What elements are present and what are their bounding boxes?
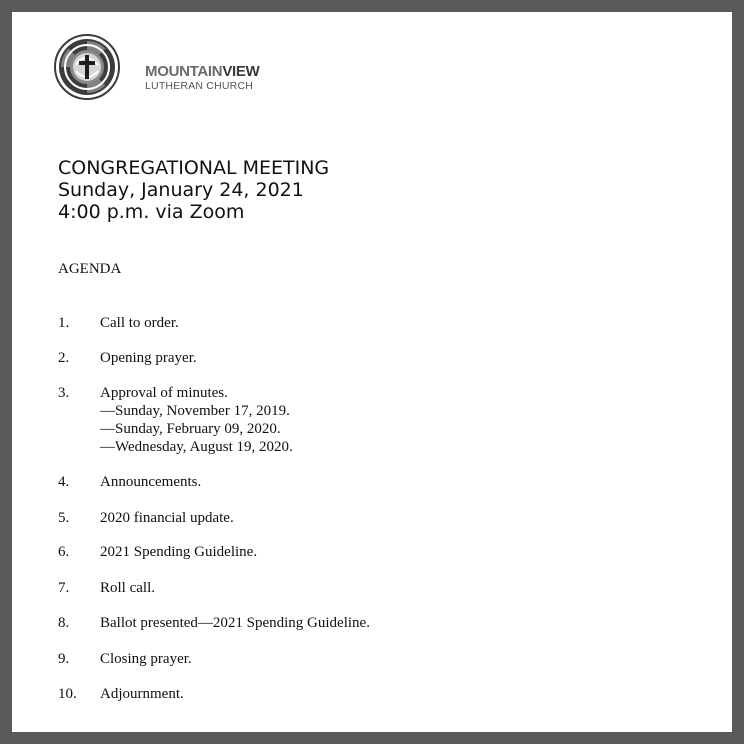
church-name-title — [145, 64, 259, 80]
church-subtitle: LUTHERAN CHURCH — [145, 80, 254, 92]
agenda-item-text: Adjournment. — [100, 686, 184, 702]
agenda-item-number: 9. — [58, 651, 70, 667]
agenda-item-text: 2021 Spending Guideline. — [100, 544, 258, 560]
church-name — [145, 64, 259, 92]
agenda-subitem: —Sunday, February 09, 2020. — [100, 421, 281, 437]
agenda-subitem: —Wednesday, August 19, 2020. — [100, 439, 293, 455]
agenda-item-text: Approval of minutes. — [100, 385, 228, 401]
document-page — [12, 12, 732, 732]
agenda-item-number: 7. — [58, 580, 70, 596]
agenda-item-number: 10. — [58, 686, 77, 702]
meeting-date: Sunday, January 24, 2021 — [58, 179, 304, 201]
agenda-item-text: Opening prayer. — [100, 350, 197, 366]
agenda-item-number: 5. — [58, 510, 70, 526]
agenda-subitem: —Sunday, November 17, 2019. — [100, 403, 290, 419]
agenda-item-number: 2. — [58, 350, 70, 366]
agenda-item-text: Announcements. — [100, 474, 202, 490]
agenda-item-number: 3. — [58, 385, 70, 401]
church-logo-icon — [54, 34, 120, 100]
agenda-item-text: Closing prayer. — [100, 651, 192, 667]
agenda-item-number: 4. — [58, 474, 70, 490]
church-name-part2: VIEW — [222, 63, 260, 80]
agenda-heading: AGENDA — [58, 261, 122, 277]
agenda-item-text: Ballot presented—2021 Spending Guideline. — [100, 615, 370, 631]
agenda-item-number: 6. — [58, 544, 70, 560]
church-name-part1: MOUNTAIN — [145, 63, 223, 80]
agenda-item-text-group — [100, 384, 293, 456]
agenda-item-text: 2020 financial update. — [100, 510, 234, 526]
meeting-header — [58, 157, 329, 223]
agenda-item-number: 8. — [58, 615, 70, 631]
meeting-title: CONGREGATIONAL MEETING — [58, 157, 330, 179]
agenda-item-text: Roll call. — [100, 580, 155, 596]
agenda-item-number: 1. — [58, 315, 70, 331]
agenda-item-text: Call to order. — [100, 315, 179, 331]
meeting-time-location: 4:00 p.m. via Zoom — [58, 201, 245, 223]
